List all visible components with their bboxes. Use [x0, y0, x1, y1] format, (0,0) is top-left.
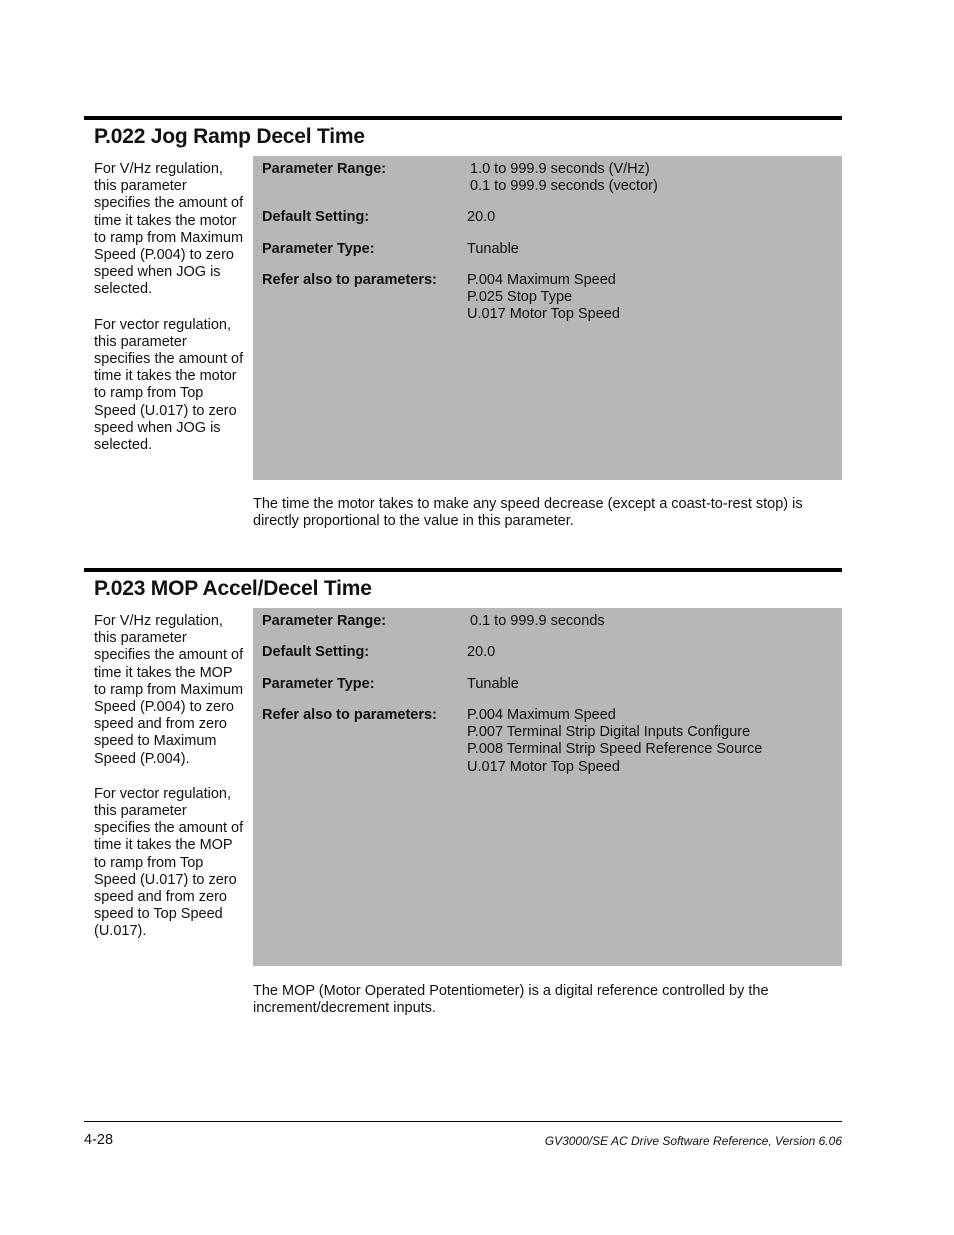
parameter-range-value: 1.0 to 999.9 seconds (V/Hz): [470, 161, 650, 177]
description-vector: For vector regulation, this parameter specifies the amount of time it takes the MOP to ramp from Top Speed (U.017) to zero speed and from zero speed to Top Speed (U.017).: [94, 785, 244, 940]
page-number: 4-28: [84, 1132, 114, 1148]
parameter-range-values: [470, 161, 658, 195]
section-note: The MOP (Motor Operated Potentiometer) is a digital reference controlled by the increment/decrement inputs.: [253, 983, 769, 1017]
section-title: P.022 Jog Ramp Decel Time: [94, 125, 365, 148]
description-vector: For vector regulation, this parameter specifies the amount of time it takes the motor to ramp from Top Speed (U.017) to zero speed when JOG is selected.: [94, 316, 244, 454]
parameter-type-label: Parameter Type:: [262, 241, 375, 257]
related-parameter: U.017 Motor Top Speed: [467, 306, 620, 323]
default-setting-values: [467, 209, 495, 226]
section-title: P.023 MOP Accel/Decel Time: [94, 577, 372, 600]
parameter-panel: [253, 608, 842, 966]
description-vhz: For V/Hz regulation, this parameter specifies the amount of time it takes the MOP to ramp from Maximum Speed (P.004) to zero speed and from zero speed to Maximum Speed (P.004).: [94, 613, 244, 767]
related-parameter: P.025 Stop Type: [467, 289, 573, 306]
parameter-type-values: [467, 241, 519, 258]
section-description: [94, 161, 246, 472]
related-parameter: P.004 Maximum Speed: [467, 272, 616, 288]
refer-also-label: Refer also to parameters:: [262, 272, 437, 288]
related-parameter: U.017 Motor Top Speed: [467, 758, 620, 775]
description-vhz: For V/Hz regulation, this parameter specifies the amount of time it takes the motor to ramp from Maximum Speed (P.004) to zero speed when JOG is selected.: [94, 161, 244, 298]
parameter-panel: [253, 156, 842, 480]
section-top-rule: [84, 568, 842, 572]
parameter-range-label: Parameter Range:: [262, 161, 387, 177]
section-description: [94, 613, 246, 959]
refer-also-values: [467, 707, 762, 776]
default-setting-label: Default Setting:: [262, 209, 370, 225]
default-setting-value: 20.0: [467, 644, 496, 660]
parameter-range-value: 0.1 to 999.9 seconds (vector): [470, 178, 658, 195]
related-parameter: P.007 Terminal Strip Digital Inputs Configure: [467, 724, 751, 741]
parameter-range-value: 0.1 to 999.9 seconds: [470, 613, 605, 629]
related-parameter: P.008 Terminal Strip Speed Reference Source: [467, 741, 763, 758]
refer-also-label: Refer also to parameters:: [262, 707, 437, 723]
parameter-type-value: Tunable: [467, 676, 519, 692]
parameter-type-values: [467, 676, 519, 693]
refer-also-values: [467, 272, 620, 324]
parameter-section-p022: [84, 116, 842, 536]
document-reference: GV3000/SE AC Drive Software Reference, Version 6.06: [544, 1134, 842, 1148]
default-setting-value: 20.0: [467, 209, 496, 225]
section-top-rule: [84, 116, 842, 120]
parameter-section-p023: [84, 568, 842, 1023]
parameter-type-value: Tunable: [467, 241, 519, 257]
parameter-range-label: Parameter Range:: [262, 613, 387, 629]
parameter-range-values: [470, 613, 605, 630]
footer-rule: [84, 1121, 842, 1122]
section-note: The time the motor takes to make any speed decrease (except a coast-to-rest stop) is directly proportional to the value in this parameter.: [253, 496, 803, 530]
parameter-type-label: Parameter Type:: [262, 676, 375, 692]
related-parameter: P.004 Maximum Speed: [467, 707, 616, 723]
default-setting-values: [467, 644, 495, 661]
default-setting-label: Default Setting:: [262, 644, 370, 660]
